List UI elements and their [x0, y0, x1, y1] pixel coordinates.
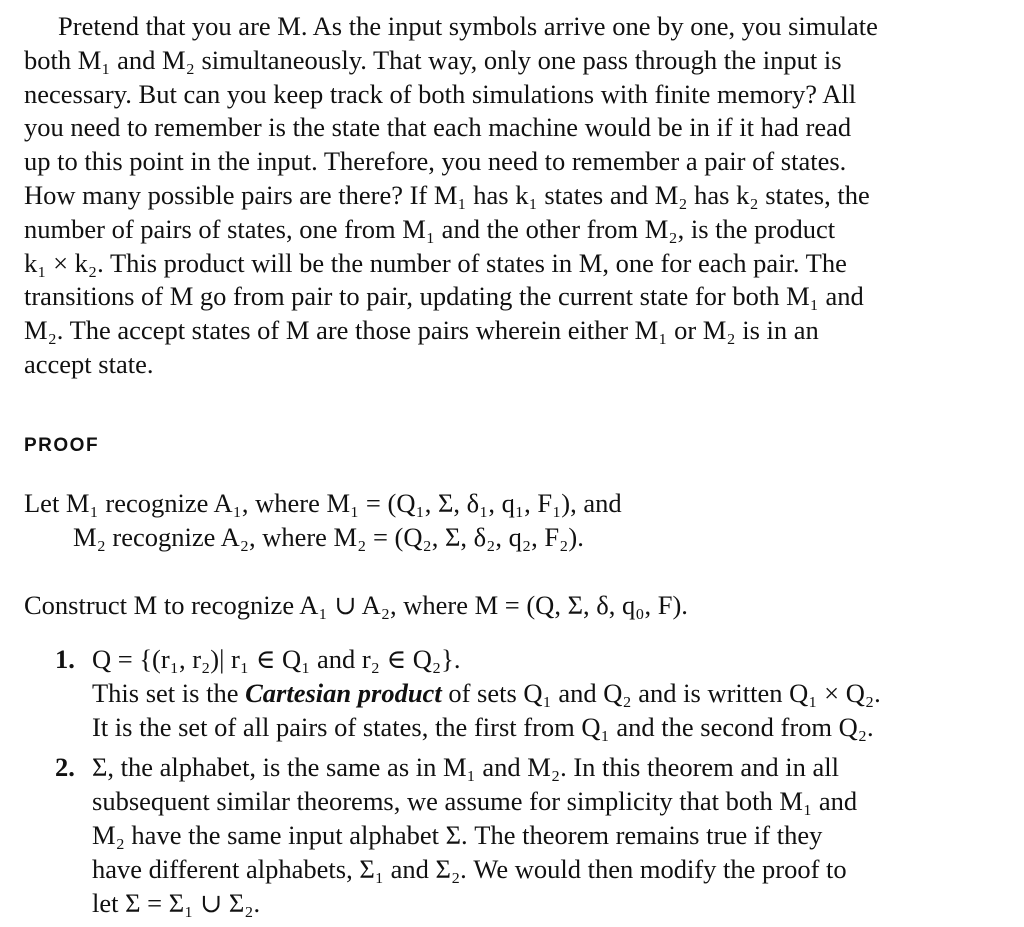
page — [24, 10, 974, 918]
list-item — [24, 643, 974, 744]
item-number: 2. — [55, 752, 75, 783]
item-line — [92, 677, 974, 711]
intro-line: How many possible pairs are there? If M₁ has k₁ states and M₂ has k₂ states, the — [24, 179, 870, 210]
item-line: subsequent similar theorems, we assume for simplicity that both M₁ and — [92, 786, 858, 817]
intro-line: both M₁ and M₂ simultaneously. That way, only one pass through the input is — [24, 44, 842, 75]
item-line: M₂ have the same input alphabet Σ. The theorem remains true if they — [92, 819, 823, 850]
intro-line: you need to remember is the state that each machine would be in if it had read — [24, 112, 852, 143]
item-line: let Σ = Σ₁ ∪ Σ₂. — [92, 887, 261, 918]
intro-line: necessary. But can you keep track of both simulations with finite memory? All — [24, 78, 857, 109]
list-item — [24, 751, 974, 920]
construct-line: Construct M to recognize A₁ ∪ A₂, where M = (Q, Σ, δ, q₀, F). — [24, 590, 688, 620]
intro-line: number of pairs of states, one from M₁ and the other from M₂, is the product — [24, 213, 836, 244]
intro-paragraph — [24, 10, 974, 382]
item-definition: Q = {(r₁, r₂)| r₁ ∈ Q₁ and r₂ ∈ Q₂}. — [92, 644, 461, 674]
intro-line: k₁ × k₂. This product will be the number of states in M, one for each pair. The — [24, 247, 847, 278]
intro-line: up to this point in the input. Therefore, you need to remember a pair of states. — [24, 146, 847, 177]
item-text: of sets Q₁ and Q₂ and is written Q₁ × Q₂. — [441, 677, 881, 708]
item-text: This set is the — [92, 677, 246, 708]
item-line: have different alphabets, Σ₁ and Σ₂. We would then modify the proof to — [92, 853, 847, 884]
intro-line: M₂. The accept states of M are those pairs wherein either M₁ or M₂ is in an — [24, 315, 819, 346]
definition-list — [24, 643, 974, 927]
let-line-1: Let M₁ recognize A₁, where M₁ = (Q₁, Σ, δ₁, q₁, F₁), and — [24, 488, 622, 518]
cartesian-product-term: Cartesian product — [245, 677, 442, 708]
item-line: It is the set of all pairs of states, the first from Q₁ and the second from Q₂. — [92, 711, 874, 742]
intro-line: transitions of M go from pair to pair, updating the current state for both M₁ and — [24, 281, 864, 312]
intro-line: accept state. — [24, 348, 154, 379]
let-block — [24, 486, 622, 554]
proof-heading: PROOF — [24, 435, 100, 456]
item-line: Σ, the alphabet, is the same as in M₁ and M₂. In this theorem and in all — [92, 752, 840, 783]
item-number: 1. — [55, 644, 75, 674]
let-line-2: M₂ recognize A₂, where M₂ = (Q₂, Σ, δ₂, q₂, F₂). — [73, 522, 584, 552]
intro-line: Pretend that you are M. As the input symbols arrive one by one, you simulate — [58, 11, 878, 41]
